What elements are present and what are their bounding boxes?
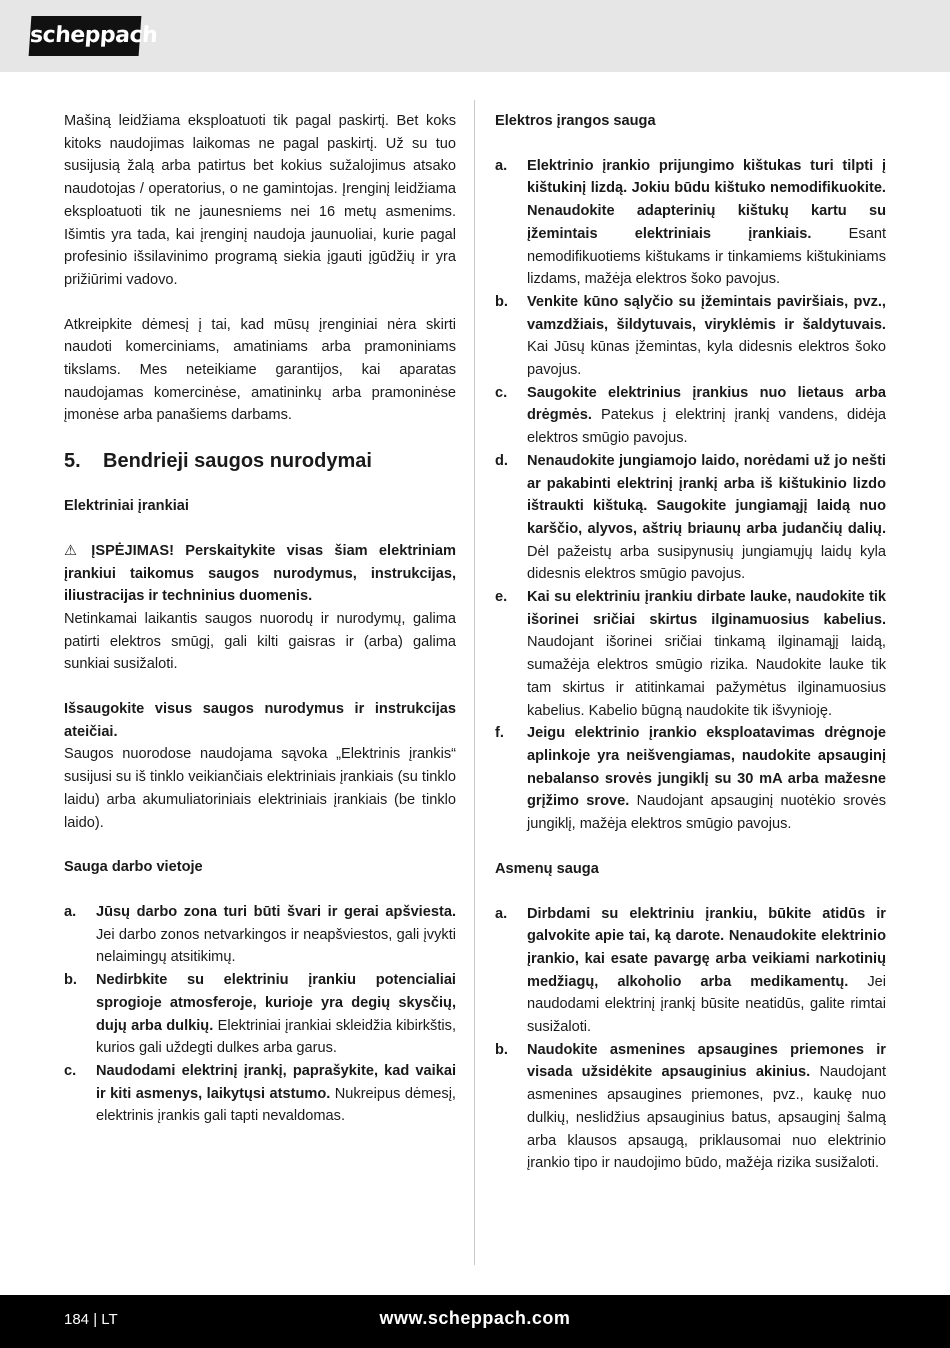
list-item-bold: Kai su elektriniu įrankiu dirbate lauke, naudokite tik išorinei sričiai skirtus ilginamuosius kabelius. <box>527 589 886 628</box>
warning-triangle-icon: ⚠ <box>64 542 78 559</box>
list-item-bold: Venkite kūno sąlyčio su įžemintais paviršiais, pvz., vamzdžiais, šildytuvais, viryklėmis ir šaldytuvais. <box>527 293 886 333</box>
list-item-body <box>527 291 886 382</box>
list-item-bold: Jūsų darbo zona turi būti švari ir gerai apšviesta. <box>96 903 456 920</box>
list-item-body <box>527 722 886 836</box>
keep-instructions <box>64 698 456 743</box>
right-column <box>495 110 886 1175</box>
list-item-text: Naudojant apsauginį nuotėkio srovės jungiklį, mažėja elektros smūgio pavojus. <box>527 793 886 833</box>
list-item <box>495 1039 886 1175</box>
list-item-text: Dėl pažeistų arba susipynusių jungiamųjų laidų kyla didesnis elektros smūgio pavojus. <box>527 543 886 583</box>
list-item-text: Jei naudodami elektrinį įrankį būsite neatidūs, galite rimtai susižaloti. <box>527 973 886 1036</box>
list-item-letter: d. <box>495 452 508 469</box>
warning-text: Netinkamai laikantis saugos nuorodų ir nurodymų, galima patirti elektros smūgį, gali kilti gaisras ir (arba) galima sunkiai susižaloti. <box>64 610 456 673</box>
brand-logo: scheppach <box>29 16 142 56</box>
workplace-list <box>64 901 456 1128</box>
list-item-letter: a. <box>64 903 77 920</box>
list-item-text: Elektriniai įrankiai skleidžia kibirkštis, kurios gali uždegti dulkes arba garus. <box>96 1017 456 1057</box>
warning-block <box>64 540 456 608</box>
list-item-letter: b. <box>495 1041 508 1058</box>
keep-instructions-bold: Išsaugokite visus saugos nurodymus ir instrukcijas ateičiai. <box>64 701 456 740</box>
intro-paragraph: Mašiną leidžiama eksploatuoti tik pagal paskirtį. Bet koks kitoks naudojimas laikomas ne pagal paskirtį. Už su tuo susijusią žalą arba patirtus bet kokius sužalojimus atsako naudotojas / operatorius, o ne gamintojas. Įrenginį leidžiama eksploatuoti tik ne jaunesniems nei 16 metų asmenims. Išimtis yra tada, kai įrenginį naudoja jaunuoliai, kurie pagal profesinio išsilavinimo programą siekia įgauti įgūdžių ir yra prižiūrimi vadovo. <box>64 113 456 288</box>
list-item <box>495 155 886 291</box>
list-item-body <box>96 901 456 969</box>
subheading-personal: Asmenų sauga <box>495 860 599 877</box>
list-item <box>495 586 886 722</box>
list-item-text: Nukreipus dėmesį, elektrinis įrankis gali tapti nevaldomas. <box>96 1085 456 1125</box>
list-item-bold: Saugokite elektrinius įrankius nuo lietaus arba drėgmės. <box>527 384 886 424</box>
list-item <box>495 382 886 450</box>
list-item-bold: Naudodami elektrinį įrankį, paprašykite, kad vaikai ir kiti asmenys, laikytųsi atstumo. <box>96 1062 456 1102</box>
list-item <box>64 1060 456 1128</box>
list-item-text: Naudojant išorinei sričiai tinkamą ilginamąjį laidą, sumažėja elektros smūgio rizika. Naudokite lauke tik tam skirtus ir atitinkamai pažymėtus ilginamuosius kabelius. Kabelio būgną naudokite tik išvynioję. <box>527 634 886 719</box>
list-item-bold: Nenaudokite jungiamojo laido, norėdami už jo nešti ar pakabinti elektrinį įrankį arba iš kištukinio lizdo ištraukti kištuką. Saugokite jungiamąjį laidą nuo karščio, alyvos, aštrių briaunų arba judančių dalių. <box>527 452 886 537</box>
electrical-list <box>495 155 886 836</box>
list-item-text: Patekus į elektrinį įrankį vandens, didėja elektros smūgio pavojus. <box>527 407 886 447</box>
subheading-power-tools: Elektriniai įrankiai <box>64 498 189 515</box>
page-header <box>0 0 950 72</box>
list-item-body <box>527 450 886 586</box>
list-item-letter: c. <box>64 1062 77 1079</box>
page-number: 184 | LT <box>64 1311 118 1328</box>
list-item <box>64 901 456 969</box>
list-item-body <box>527 155 886 291</box>
list-item-text: Kai Jūsų kūnas įžemintas, kyla didesnis elektros šoko pavojus. <box>527 339 886 379</box>
list-item-text: Jei darbo zonos netvarkingos ir neapšviestos, gali įvykti nelaimingų atsitikimų. <box>96 926 456 966</box>
term-definition: Saugos nuorodose naudojama sąvoka „Elektrinis įrankis“ susijusi su iš tinklo veikiančiais elektriniais įrankiais (su tinklo laidu) arba akumuliatoriniais elektriniais įrankiais (be tinklo laido). <box>64 746 456 831</box>
list-item-letter: a. <box>495 157 508 174</box>
list-item-bold: Naudokite asmenines apsaugines priemones ir visada užsidėkite apsauginius akinius. <box>527 1041 886 1081</box>
list-item <box>495 291 886 382</box>
list-item-body <box>527 903 886 1039</box>
list-item-bold: Dirbdami su elektriniu įrankiu, būkite atidūs ir galvokite apie tai, ką darote. Nenaudokite elektrinio įrankio, kai esate pavargę arba veikiami narkotinių medžiagų, alkoholio arba medikamentų. <box>527 905 886 990</box>
list-item-body <box>527 586 886 722</box>
list-item-text: Esant nemodifikuotiems kištukams ir tinkamiems kištukiniams lizdams, mažėja elektros šoko pavojus. <box>527 225 886 288</box>
subheading-workplace: Sauga darbo vietoje <box>64 859 203 876</box>
list-item-letter: e. <box>495 589 508 606</box>
list-item-body <box>96 969 456 1060</box>
list-item <box>495 450 886 586</box>
personal-list <box>495 903 886 1175</box>
list-item <box>495 903 886 1039</box>
warning-title: ĮSPĖJIMAS! Perskaitykite visas šiam elektriniam įrankiui taikomus saugos nurodymus, instrukcijas, iliustracijas ir techninius duomenis. <box>64 542 456 605</box>
website-link[interactable]: www.scheppach.com <box>379 1308 571 1328</box>
column-divider <box>474 100 475 1265</box>
list-item <box>495 722 886 836</box>
section-title: Bendrieji saugos nurodymai <box>103 450 372 473</box>
list-item-letter: f. <box>495 725 504 742</box>
page-footer <box>0 1295 950 1348</box>
list-item-bold: Elektrinio įrankio prijungimo kištukas turi tilpti į kištukinį lizdą. Jokiu būdu kištuko nemodifikuokite. Nenaudokite adapterinių kištukų kartu su įžemintais elektriniais įrankiais. <box>527 157 886 242</box>
section-number: 5. <box>64 450 81 473</box>
list-item-letter: b. <box>495 293 508 310</box>
list-item <box>64 969 456 1060</box>
list-item-letter: a. <box>495 905 508 922</box>
list-item-body <box>527 1039 886 1175</box>
commercial-note: Atkreipkite dėmesį į tai, kad mūsų įrenginiai nėra skirti naudoti komerciniams, amatiniams arba pramoniniams tikslams. Mes neteikiame garantijos, kai aparatas naudojamas komercinėse, amatininkų arba pramoninėse įmonėse arba panašiems darbams. <box>64 316 456 424</box>
left-column <box>64 110 456 1128</box>
list-item-letter: b. <box>64 972 77 989</box>
list-item-body <box>96 1060 456 1128</box>
subheading-electrical: Elektros įrangos sauga <box>495 113 656 129</box>
list-item-letter: c. <box>495 384 508 401</box>
list-item-body <box>527 382 886 450</box>
list-item-bold: Jeigu elektrinio įrankio eksploatavimas drėgnoje aplinkoje yra neišvengiamas, naudokite apsauginį nebalanso srovės jungiklį su 30 mA arba mažesne grįžimo srove. <box>527 725 886 810</box>
section-heading <box>64 447 456 475</box>
list-item-bold: Nedirbkite su elektriniu įrankiu potencialiai sprogioje atmosferoje, kurioje yra degių skysčių, dujų arba dulkių. <box>96 972 456 1034</box>
list-item-text: Naudojant asmenines apsaugines priemones, pvz., kaukę nuo dulkių, neslidžius apsauginius batus, apsauginį šalmą arba klausos apsaugą, priklausomai nuo elektrinio įrankio tipo ir naudojimo būdo, mažėja rizika susižaloti. <box>527 1064 886 1172</box>
